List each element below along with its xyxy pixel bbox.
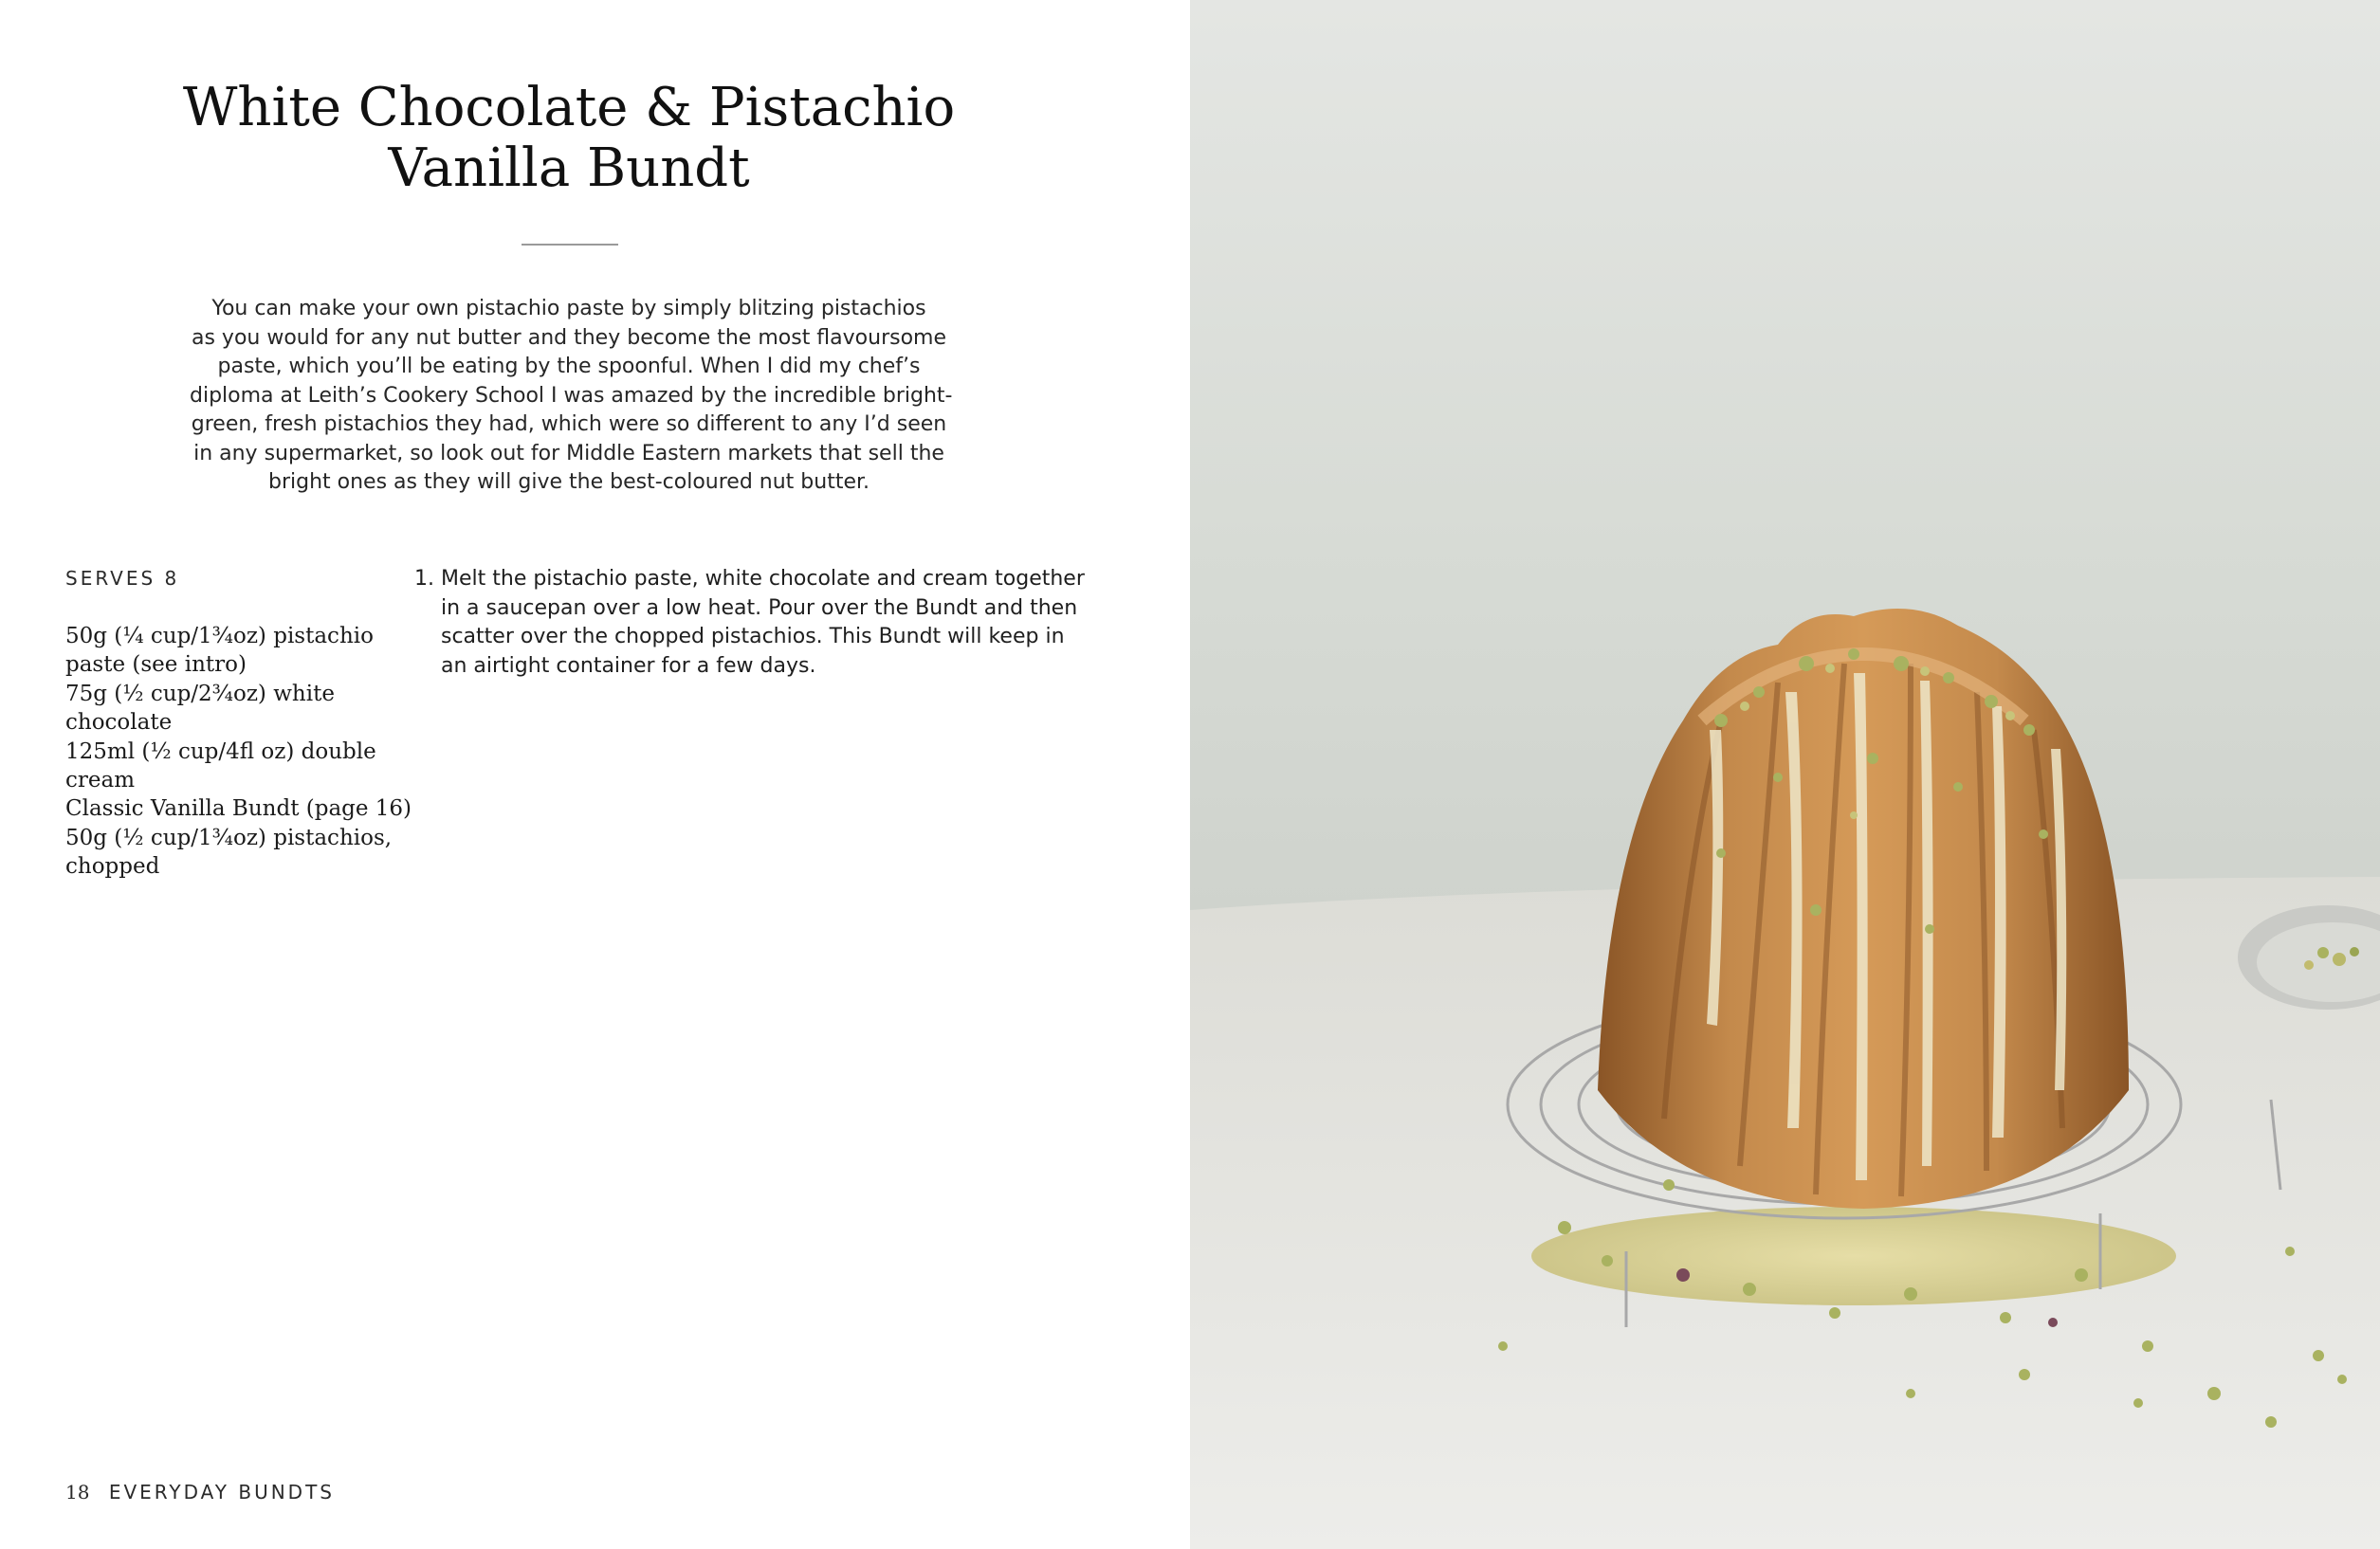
- glaze-puddle: [1531, 1207, 2176, 1305]
- intro-line: green, fresh pistachios they had, which were so different to any I’d seen: [191, 412, 947, 436]
- ingredient-item: [65, 622, 388, 680]
- method-line: Melt the pistachio paste, white chocolate and cream together: [441, 567, 1085, 591]
- method-line: in a saucepan over a low heat. Pour over the Bundt and then: [441, 595, 1078, 620]
- page-footer: [65, 1481, 335, 1503]
- ingredient-line: Classic Vanilla Bundt (page 16): [65, 796, 412, 822]
- bundt-cake-photo: [1190, 0, 2380, 1549]
- method-line: scatter over the chopped pistachios. This Bundt will keep in: [441, 625, 1065, 648]
- ingredient-line: chocolate: [65, 710, 173, 736]
- section-title: EVERYDAY BUNDTS: [108, 1481, 335, 1503]
- bundt-cake-illustration: [1190, 0, 2380, 1549]
- ingredient-item: [65, 794, 412, 823]
- recipe-title: [0, 78, 1138, 199]
- method-step-number: 1.: [414, 567, 434, 591]
- ingredient-line: 125ml (½ cup/4fl oz) double: [65, 738, 376, 764]
- intro-line: as you would for any nut butter and they become the most flavoursome: [191, 325, 947, 350]
- intro-line: diploma at Leith’s Cookery School I was amazed by the incredible bright-: [190, 383, 953, 408]
- method-list: [414, 565, 1085, 681]
- title-divider: [522, 244, 618, 246]
- method-step: [414, 565, 1085, 681]
- ingredients-list: [65, 622, 412, 882]
- ingredient-line: chopped: [65, 854, 160, 880]
- intro-line: You can make your own pistachio paste by simply blitzing pistachios: [211, 297, 926, 320]
- method-line: an airtight container for a few days.: [441, 653, 816, 678]
- recipe-title-line: Vanilla Bundt: [388, 137, 750, 199]
- ingredient-item: [65, 824, 393, 882]
- serves-label: SERVES 8: [65, 567, 180, 590]
- intro-line: in any supermarket, so look out for Middle Eastern markets that sell the: [193, 441, 944, 465]
- ingredient-line: 50g (½ cup/1¾oz) pistachios,: [65, 825, 393, 850]
- intro-line: bright ones as they will give the best-coloured nut butter.: [267, 470, 870, 494]
- ingredient-item: [65, 738, 388, 795]
- ingredient-line: paste (see intro): [65, 652, 247, 678]
- intro-line: paste, which you’ll be eating by the spoonful. When I did my chef’s: [217, 355, 921, 378]
- ingredient-line: cream: [65, 768, 136, 793]
- recipe-intro: [190, 295, 953, 498]
- recipe-title-line: White Chocolate & Pistachio: [182, 77, 956, 138]
- ingredient-line: 50g (¼ cup/1¾oz) pistachio: [65, 624, 374, 648]
- ingredient-item: [65, 680, 388, 738]
- page-number: 18: [65, 1481, 90, 1503]
- ingredient-line: 75g (½ cup/2¾oz) white: [65, 681, 335, 706]
